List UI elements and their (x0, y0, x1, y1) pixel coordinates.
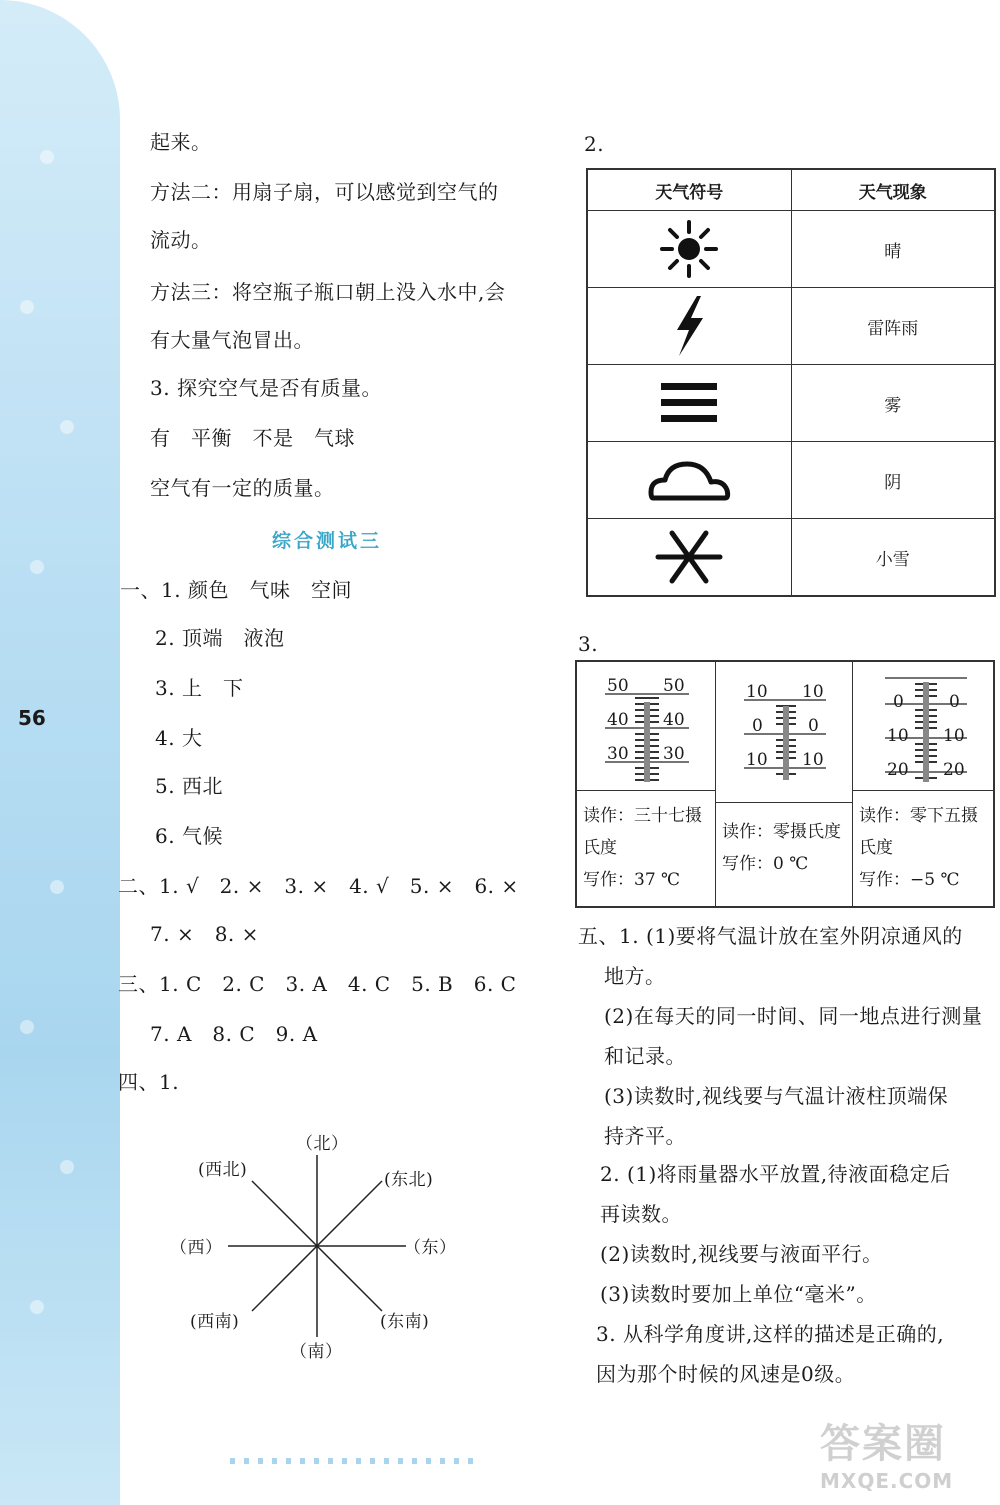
thermometer-cell (716, 662, 853, 906)
text-line: 流动。 (150, 228, 212, 252)
text-line: 方法二：用扇子扇，可以感觉到空气的 (150, 180, 499, 204)
scale-label: 10 (943, 726, 965, 746)
scale-label: 50 (663, 676, 685, 696)
reading-text: 氏度 (859, 838, 893, 858)
answer-line: 地方。 (604, 964, 666, 988)
table-row (587, 211, 995, 288)
scale-label: 20 (943, 760, 965, 780)
scale-label: 10 (802, 682, 824, 702)
answer-line: 再读数。 (600, 1202, 682, 1226)
answer-line: 二、1. √ 2. × 3. × 4. √ 5. × 6. × (118, 874, 519, 898)
weather-phenomenon: 雾 (791, 365, 995, 442)
scale-label: 0 (752, 716, 763, 736)
table-row (587, 365, 995, 442)
answer-line: (3)读数时,视线要与气温计液柱顶端保 (604, 1084, 949, 1108)
weather-phenomenon: 晴 (791, 211, 995, 288)
cloud-icon (647, 458, 731, 502)
answer-line: (2)在每天的同一时间、同一地点进行测量 (604, 1004, 983, 1028)
text-line: 有大量气泡冒出。 (150, 328, 314, 352)
watermark-url: MXQE.COM (820, 1469, 954, 1493)
answer-line: 3. 上 下 (155, 676, 244, 700)
compass-east: （东） (404, 1238, 457, 1258)
answer-line: 一、1. 颜色 气味 空间 (120, 578, 352, 602)
weather-phenomenon: 雷阵雨 (791, 288, 995, 365)
scale-label: 30 (607, 744, 629, 764)
reading-text: 写作：37 ℃ (583, 870, 681, 890)
reading-text: 读作：三十七摄 (583, 806, 702, 826)
answer-line: 四、1. (118, 1070, 180, 1094)
scale-label: 10 (887, 726, 909, 746)
scale-label: 30 (663, 744, 685, 764)
scale-label: 10 (746, 682, 768, 702)
fog-icon (659, 379, 719, 427)
scale-label: 20 (887, 760, 909, 780)
answer-line: 和记录。 (604, 1044, 686, 1068)
lightning-icon (669, 294, 709, 358)
scale-label: 40 (663, 710, 685, 730)
answer-line: 因为那个时候的风速是0级。 (596, 1362, 856, 1386)
answer-line: (3)读数时要加上单位“毫米”。 (600, 1282, 877, 1306)
answer-line: 7. × 8. × (150, 922, 259, 946)
scale-label: 0 (808, 716, 819, 736)
reading-text: 氏度 (583, 838, 617, 858)
table-header: 天气现象 (791, 169, 995, 211)
answer-line: 三、1. C 2. C 3. A 4. C 5. B 6. C (118, 972, 517, 996)
answer-line: 持齐平。 (604, 1124, 686, 1148)
compass-southwest: (西南) (190, 1312, 240, 1332)
text-line: 起来。 (150, 130, 212, 154)
reading-text: 写作：0 ℃ (722, 854, 809, 874)
answer-line: (2)读数时,视线要与液面平行。 (600, 1242, 883, 1266)
sun-icon (659, 219, 719, 279)
table-header: 天气符号 (587, 169, 791, 211)
scale-label: 40 (607, 710, 629, 730)
answer-line: 2. (1)将雨量器水平放置,待液面稳定后 (600, 1162, 951, 1186)
question-label: 2. (584, 132, 605, 156)
compass-north: （北） (296, 1134, 349, 1154)
section-title: 综合测试三 (272, 530, 383, 552)
watermark-logo (820, 1412, 990, 1492)
answer-line: 五、1. (1)要将气温计放在室外阴凉通风的 (578, 924, 963, 948)
thermometer-cell (577, 662, 716, 906)
compass-northeast: (东北) (384, 1170, 434, 1190)
thermometer-table (575, 660, 995, 908)
text-line: 3. 探究空气是否有质量。 (150, 376, 382, 400)
answer-line: 7. A 8. C 9. A (150, 1022, 318, 1046)
text-line: 有 平衡 不是 气球 (150, 426, 355, 450)
scale-label: 50 (607, 676, 629, 696)
scale-label: 10 (746, 750, 768, 770)
decorative-side-band (0, 0, 120, 1505)
thermometer-scale (599, 692, 695, 782)
answer-line: 2. 顶端 液泡 (155, 626, 285, 650)
weather-symbol-table (586, 168, 996, 597)
text-line: 方法三：将空瓶子瓶口朝上没入水中,会 (150, 280, 506, 304)
table-row (587, 519, 995, 597)
scale-label: 0 (949, 692, 960, 712)
compass-northwest: (西北) (198, 1160, 248, 1180)
reading-text: 读作：零下五摄 (859, 806, 978, 826)
table-row (587, 288, 995, 365)
snowflake-icon (654, 527, 724, 587)
answer-line: 5. 西北 (155, 774, 223, 798)
thermometer-cell (853, 662, 993, 906)
scale-label: 0 (893, 692, 904, 712)
table-row (587, 442, 995, 519)
answer-line: 4. 大 (155, 726, 203, 750)
compass-southeast: (东南) (380, 1312, 430, 1332)
watermark-text: 答案圈 (820, 1421, 946, 1467)
text-line: 空气有一定的质量。 (150, 476, 335, 500)
compass-west: （西） (170, 1238, 223, 1258)
weather-phenomenon: 阴 (791, 442, 995, 519)
compass-south: （南） (290, 1342, 343, 1362)
question-label: 3. (578, 632, 599, 656)
reading-text: 写作：−5 ℃ (859, 870, 960, 890)
answer-line: 6. 气候 (155, 824, 223, 848)
answer-line: 3. 从科学角度讲,这样的描述是正确的, (596, 1322, 945, 1346)
weather-phenomenon: 小雪 (791, 519, 995, 597)
page-number: 56 (18, 706, 46, 730)
reading-text: 读作：零摄氏度 (722, 822, 841, 842)
decorative-dots (230, 1458, 480, 1464)
scale-label: 10 (802, 750, 824, 770)
